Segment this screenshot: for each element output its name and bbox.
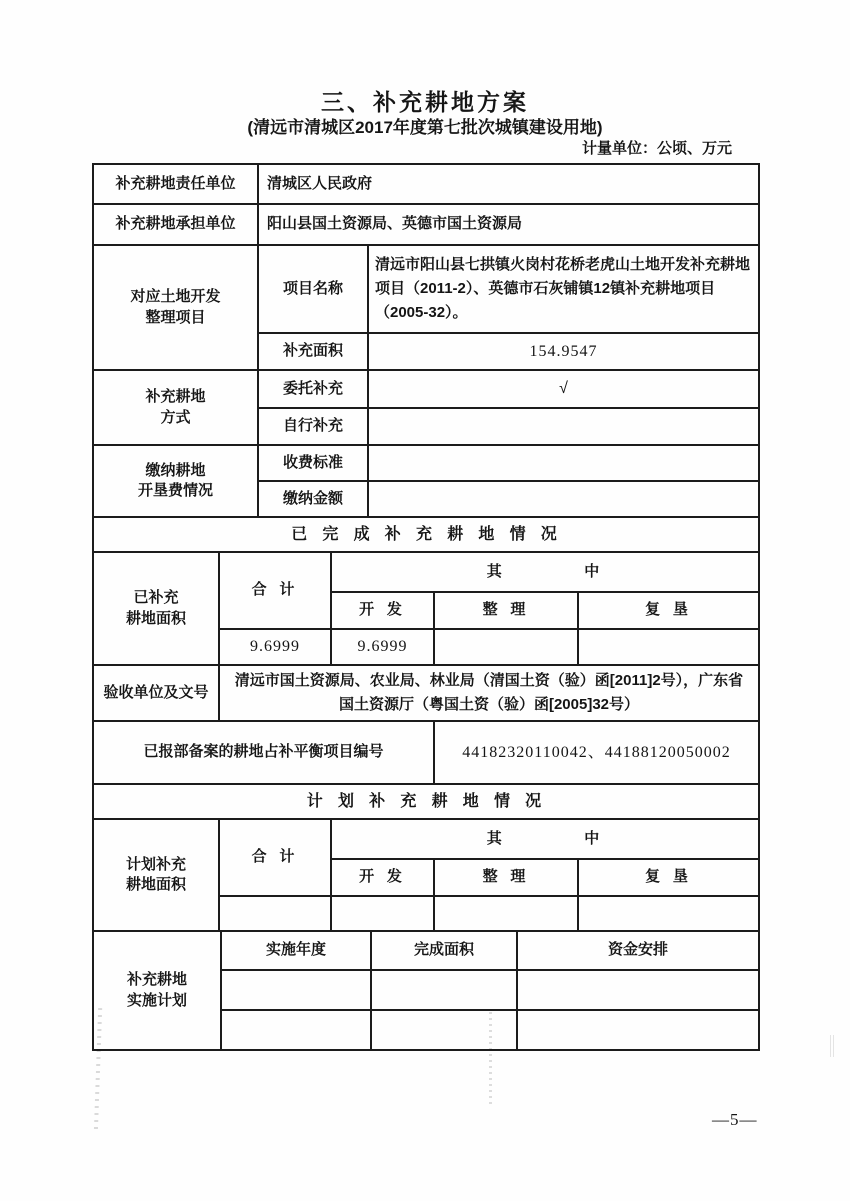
planned-develop-header: 开发	[331, 859, 434, 896]
planned-reclaim-value	[578, 896, 759, 931]
label-line: 耕地面积	[125, 609, 186, 627]
measurement-unit-note: 计量单位：公顷、万元	[581, 140, 732, 157]
project-name-label: 项目名称	[258, 245, 368, 333]
fee-standard-label: 收费标准	[258, 445, 368, 481]
impl-year-header: 实施年度	[221, 931, 371, 970]
label-line: 整理项目	[145, 308, 206, 326]
fee-standard-value	[368, 445, 759, 481]
page-number: —5—	[712, 1110, 758, 1129]
impl-area-cell	[371, 1010, 517, 1050]
table-row	[93, 665, 759, 721]
section-land-dev-project	[92, 244, 760, 371]
completed-consolidate-value	[434, 629, 578, 665]
completed-develop-header: 开发	[331, 592, 434, 629]
section-filed-project-no	[92, 720, 760, 785]
responsible-unit-label: 补充耕地责任单位	[93, 164, 258, 204]
page-subtitle: (清远市清城区2017年度第七批次城镇建设用地)	[247, 118, 603, 137]
section-planned-band	[92, 783, 760, 820]
entrusted-supplement-checkmark: √	[368, 370, 759, 408]
table-row	[93, 445, 759, 481]
undertaking-unit-value: 阳山县国土资源局、英德市国土资源局	[258, 204, 759, 245]
implementation-plan-label	[93, 931, 221, 1050]
section-completed-band	[92, 516, 760, 553]
section-acceptance	[92, 664, 760, 722]
label-line: 耕地面积	[125, 876, 186, 893]
planned-consolidate-header: 整理	[434, 859, 578, 896]
completed-consolidate-header: 整理	[434, 592, 578, 629]
project-name-value: 清远市阳山县七拱镇火岗村花桥老虎山土地开发补充耕地项目（2011-2）、英德市石灰铺镇12镇补充耕地项目（2005-32）。	[368, 245, 759, 333]
completed-among-header: 其中	[331, 552, 759, 592]
paid-amount-label: 缴纳金额	[258, 481, 368, 517]
table-row	[93, 370, 759, 408]
section-completed-area	[92, 551, 760, 666]
planned-reclaim-header: 复垦	[578, 859, 759, 896]
land-dev-project-label	[93, 245, 258, 370]
planned-section-band: 计划补充耕地情况	[93, 784, 759, 819]
responsible-unit-value: 清城区人民政府	[258, 164, 759, 204]
impl-area-cell	[371, 970, 517, 1010]
acceptance-value: 清远市国土资源局、农业局、林业局（清国土资（验）函[2011]2号），广东省国土资源厅（粤国土资（验）函[2005]32号）	[219, 665, 759, 721]
table-row	[93, 245, 759, 333]
table-row	[93, 164, 759, 204]
section-supplement-method	[92, 369, 760, 446]
label-line: 补充耕地	[126, 971, 187, 989]
supplement-method-label	[93, 370, 258, 445]
supplement-area-value: 154.9547	[368, 333, 759, 370]
table-row	[93, 721, 759, 784]
impl-area-header: 完成面积	[371, 931, 517, 970]
label-line: 补充耕地	[145, 388, 206, 406]
impl-fund-cell	[517, 970, 759, 1010]
section-implementation-plan	[92, 930, 760, 1051]
completed-total-value: 9.6999	[219, 629, 331, 665]
impl-year-cell	[221, 1010, 371, 1050]
impl-year-cell	[221, 970, 371, 1010]
acceptance-label: 验收单位及文号	[93, 665, 219, 721]
section-reclamation-fee	[92, 444, 760, 518]
planned-consolidate-value	[434, 896, 578, 931]
table-row	[93, 517, 759, 552]
section-planned-area	[92, 818, 760, 932]
table-row	[93, 931, 759, 970]
table-row	[93, 784, 759, 819]
label-line: 已补充	[133, 589, 179, 607]
planned-area-label	[93, 819, 219, 931]
label-line: 实施计划	[126, 991, 187, 1009]
completed-develop-value: 9.6999	[331, 629, 434, 665]
filed-project-no-value: 44182320110042、44188120050002	[434, 721, 759, 784]
label-line: 计划补充	[125, 855, 186, 873]
table-row	[93, 204, 759, 245]
completed-total-header: 合计	[219, 552, 331, 629]
table-row	[93, 552, 759, 592]
label-line: 开垦费情况	[137, 482, 213, 499]
page-title: 三、补充耕地方案	[321, 89, 529, 115]
label-line: 方式	[160, 408, 191, 426]
undertaking-unit-label: 补充耕地承担单位	[93, 204, 258, 245]
completed-area-label	[93, 552, 219, 665]
filed-project-no-label: 已报部备案的耕地占补平衡项目编号	[93, 721, 434, 784]
planned-among-header: 其中	[331, 819, 759, 859]
supplement-plan-table	[92, 163, 758, 1051]
impl-fund-header: 资金安排	[517, 931, 759, 970]
entrusted-supplement-label: 委托补充	[258, 370, 368, 408]
reclamation-fee-label	[93, 445, 258, 517]
self-supplement-label: 自行补充	[258, 408, 368, 445]
planned-develop-value	[331, 896, 434, 931]
table-row	[93, 819, 759, 859]
completed-reclaim-value	[578, 629, 759, 665]
label-line: 对应土地开发	[130, 288, 221, 306]
label-line: 缴纳耕地	[145, 461, 206, 479]
planned-total-header: 合计	[219, 819, 331, 896]
impl-fund-cell	[517, 1010, 759, 1050]
section-units	[92, 163, 760, 246]
planned-total-value	[219, 896, 331, 931]
self-supplement-value	[368, 408, 759, 445]
scan-artifact	[830, 1035, 835, 1057]
paid-amount-value	[368, 481, 759, 517]
supplement-area-label: 补充面积	[258, 333, 368, 370]
completed-section-band: 已完成补充耕地情况	[93, 517, 759, 552]
completed-reclaim-header: 复垦	[578, 592, 759, 629]
